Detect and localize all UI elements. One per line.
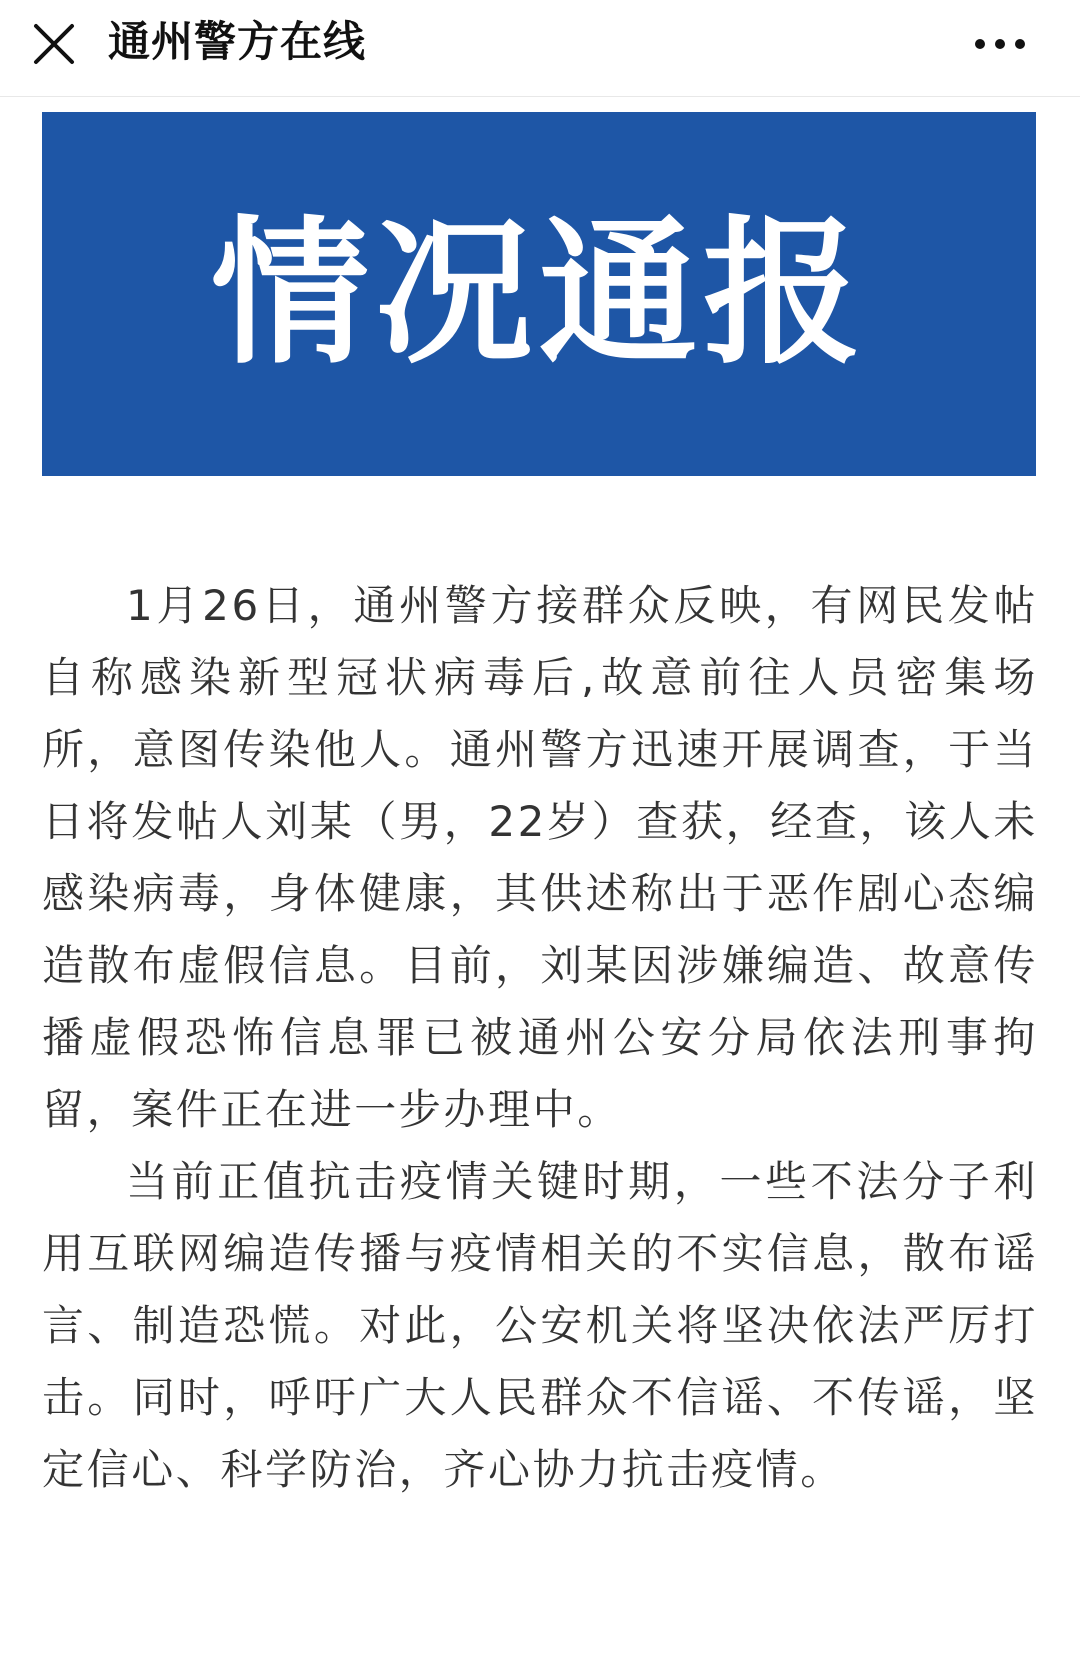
- top-navigation-bar: [0, 0, 1080, 97]
- banner-title: 情况通报: [211, 202, 867, 386]
- article-body: [42, 570, 1038, 1506]
- article-paragraph-2: 当前正值抗击疫情关键时期，一些不法分子利用互联网编造传播与疫情相关的不实信息，散布谣言、制造恐慌。对此，公安机关将坚决依法严厉打击。同时，呼吁广大人民群众不信谣、不传谣，坚定信心、科学防治，齐心协力抗击疫情。: [42, 1157, 1038, 1494]
- announcement-banner: [42, 112, 1036, 476]
- more-dots-icon: [968, 22, 1032, 66]
- more-options-button[interactable]: [968, 22, 1032, 66]
- close-button[interactable]: [28, 18, 80, 70]
- article-paragraph-1: 1月26日，通州警方接群众反映，有网民发帖自称感染新型冠状病毒后,故意前往人员密集场所，意图传染他人。通州警方迅速开展调查，于当日将发帖人刘某（男，22岁）查获，经查，该人未感染病毒，身体健康，其供述称出于恶作剧心态编造散布虚假信息。目前，刘某因涉嫌编造、故意传播虚假恐怖信息罪已被通州公安分局依法刑事拘留，案件正在进一步办理中。: [42, 581, 1038, 1134]
- page-title: 通州警方在线: [108, 17, 367, 66]
- close-icon: [28, 18, 80, 70]
